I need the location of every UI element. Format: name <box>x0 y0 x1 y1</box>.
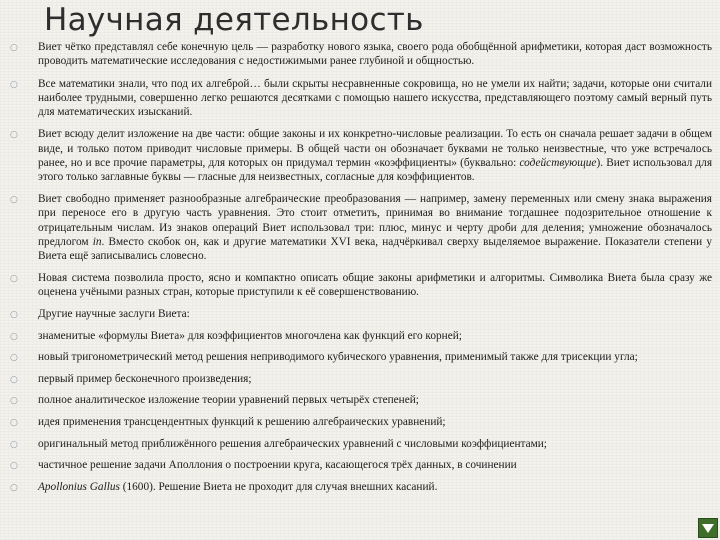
bullet-icon: ○ <box>10 43 18 53</box>
bullet-item <box>8 437 712 451</box>
bullet-item <box>8 415 712 429</box>
bullet-text: Новая система позволила просто, ясно и компактно описать общие законы арифметики и алгоритмы. Символика Виета была сразу же оценена учёными разных стран, которые приступили к её совершенствованию. <box>38 272 712 299</box>
bullet-icon: ○ <box>10 310 18 320</box>
bullet-icon: ○ <box>10 482 18 493</box>
bullet-item <box>8 271 712 299</box>
bullet-text: Все математики знали, что под их алгеброй… были скрыты несравненные сокровища, но не умели их найти; задачи, которые они считали наиболее трудными, совершенно легко решаются десятками с помощью нашего искусства, представляющего поэтому самый верный путь для математических изысканий. <box>38 77 712 118</box>
emphasis-term: in <box>92 235 102 248</box>
bullet-text: оригинальный метод приближённого решения алгебраических уравнений с числовыми коэффициентами; <box>38 437 547 450</box>
bullet-text: Виет чётко представлял себе конечную цель — разработку нового языка, своего рода обобщённой арифметики, которая даст возможность проводить математические исследования с недостижимыми ранее глубиной и общностью. <box>38 41 712 68</box>
bullet-text: Виет всюду делит изложение на две части: общие законы и их конкретно-числовые реализации. То есть он сначала решает задачи в общем виде, и только потом приводит числовые примеры. В общей части он обозначает буквами не только неизвестные, что уже встречалось ранее, но и все прочие параметры, для которых он придумал термин «коэффициенты» (буквально: содействующие). Виет использовал для этого только заглавные буквы — гласные для неизвестных, согласные для коэффициентов. <box>38 128 713 183</box>
bullet-icon: ○ <box>10 274 18 285</box>
bullet-item <box>8 329 712 343</box>
bullet-icon: ○ <box>10 396 18 407</box>
bullet-icon: ○ <box>10 374 18 385</box>
emphasis-term: Apollonius Gallus <box>38 480 120 493</box>
bullet-text: знаменитые «формулы Виета» для коэффициентов многочлена как функций его корней; <box>38 329 462 342</box>
bullet-icon: ○ <box>10 130 18 141</box>
bullet-icon: ○ <box>10 417 18 428</box>
bullet-text: Виет свободно применяет разнообразные алгебраические преобразования — например, замену переменных или смену знака выражения при переносе его в другую часть уравнения. Это стоит отметить, принимая во внимание тогдашнее подозрительное отношение к отрицательным числам. Из знаков операций Виет использовал три: плюс, минус и черту дроби для деления; умножение обозначалось предлогом in. Вместо скобок он, как и другие математики XVI века, надчёркивал сверху выделяемое выражение. Показатели степени у Виета ещё записывались словесно. <box>38 193 712 262</box>
bullet-item <box>8 372 712 386</box>
bullet-icon: ○ <box>10 79 18 90</box>
bullet-item <box>8 480 712 494</box>
bullet-item <box>8 350 712 364</box>
bullet-item <box>8 458 712 472</box>
slide-title: Научная деятельность <box>44 2 424 38</box>
bullet-item <box>8 77 712 119</box>
bullet-item <box>8 393 712 407</box>
bullet-item <box>8 40 712 68</box>
bullet-text: Другие научные заслуги Виета: <box>38 308 190 320</box>
bullet-text: первый пример бесконечного произведения; <box>38 372 252 385</box>
bullet-icon: ○ <box>10 439 18 450</box>
bullet-item <box>8 307 712 321</box>
bullet-item <box>8 192 712 262</box>
bullet-text: новый тригонометрический метод решения неприводимого кубического уравнения, применимый также для трисекции угла; <box>38 351 638 364</box>
bullet-icon: ○ <box>10 195 18 206</box>
bullet-text: полное аналитическое изложение теории уравнений первых четырёх степеней; <box>38 394 419 407</box>
bullet-icon: ○ <box>10 461 18 472</box>
next-slide-arrow-icon[interactable] <box>698 518 718 538</box>
bullet-icon: ○ <box>10 331 18 342</box>
bullet-list <box>8 40 712 494</box>
bullet-text: идея применения трансцендентных функций к решению алгебраических уравнений; <box>38 415 446 428</box>
bullet-text: частичное решение задачи Аполлония о построении круга, касающегося трёх данных, в сочинении <box>38 459 517 472</box>
emphasis-term: содействующие <box>519 156 597 169</box>
bullet-text: Apollonius Gallus (1600). Решение Виета не проходит для случая внешних касаний. <box>38 480 438 493</box>
bullet-item <box>8 127 712 183</box>
bullet-icon: ○ <box>10 353 18 364</box>
